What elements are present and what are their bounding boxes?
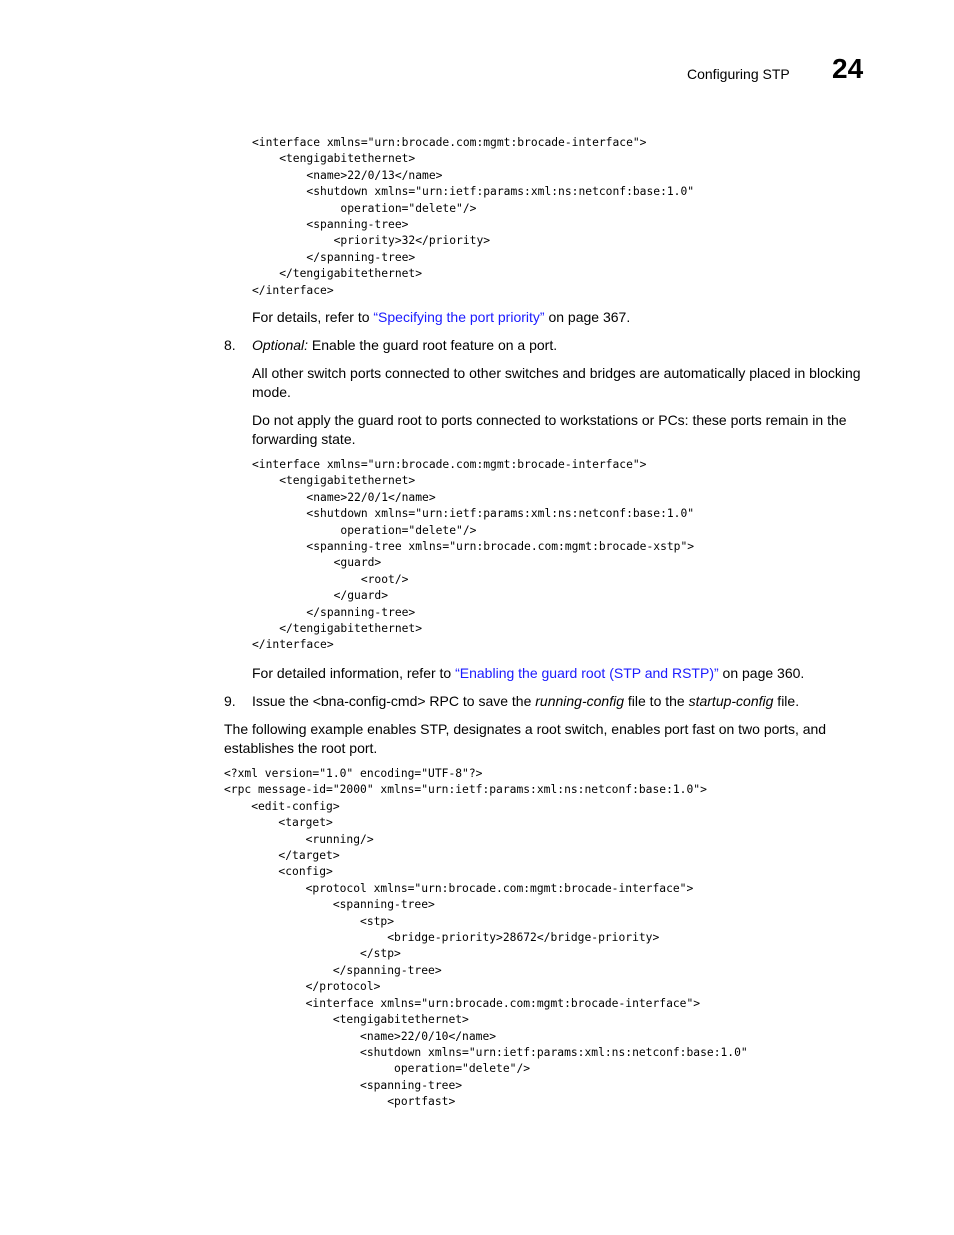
example-paragraph: The following example enables STP, designates a root switch, enables port fast on two ports, and establishes the root port.	[224, 721, 827, 756]
step-9-startup-config: startup-config	[688, 693, 774, 709]
step-8-number: 8.	[224, 337, 236, 353]
detailed-paragraph	[252, 664, 877, 683]
guard-root-link[interactable]: “Enabling the guard root (STP and RSTP)”	[455, 665, 719, 681]
step-9-part2: file to the	[624, 693, 689, 709]
step-8-emphasis: Optional:	[252, 337, 309, 353]
detailed-suffix: on page 360.	[718, 665, 805, 681]
port-priority-link[interactable]: “Specifying the port priority”	[373, 309, 545, 325]
step-9-running-config: running-config	[535, 693, 624, 709]
step-9-number: 9.	[224, 693, 236, 709]
chapter-number: 24	[832, 53, 864, 84]
step-8-text	[252, 336, 872, 355]
chapter-title: Configuring STP	[687, 66, 790, 82]
details-prefix: For details, refer to	[252, 309, 374, 325]
code-block-guard-root: <interface xmlns="urn:brocade.com:mgmt:brocade-interface"> <tengigabitethernet> <name>22/0/1</name> <shutdown xmlns="urn:ietf:params:xml:ns:netconf:base:1.0" operation="delete"/> <spanning-tree xmlns="urn:brocade.com:mgmt:brocade-xstp"> <guard> <root/> </guard> </spanning-tree> </tengigabitethernet> </interface>	[252, 458, 695, 652]
step-9-part1: Issue the <bna-config-cmd> RPC to save the	[252, 693, 536, 709]
code-block-example: <?xml version="1.0" encoding="UTF-8"?> <rpc message-id="2000" xmlns="urn:ietf:params:xml:ns:netconf:base:1.0"> <edit-config> <target> <running/> </target> <config> <protocol xmlns="urn:brocade.com:mgmt:brocade-interface"> <spanning-tree> <stp> <bridge-priority>28672</bridge-priority> </stp> </spanning-tree> </protocol> <interface xmlns="urn:brocade.com:mgmt:brocade-interface"> <tengigabitethernet> <name>22/0/10</name> <shutdown xmlns="urn:ietf:params:xml:ns:netconf:base:1.0" operation="delete"/> <spanning-tree> <portfast>	[224, 767, 748, 1109]
blocking-paragraph: All other switch ports connected to other switches and bridges are automatically placed in blocking mode.	[252, 365, 861, 400]
step-9-text	[252, 692, 877, 711]
details-paragraph	[252, 308, 872, 327]
workstations-paragraph: Do not apply the guard root to ports connected to workstations or PCs: these ports remain in the forwarding state.	[252, 412, 847, 447]
step-8-body: Enable the guard root feature on a port.	[308, 337, 558, 353]
details-suffix: on page 367.	[544, 309, 631, 325]
step-9-part3: file.	[773, 693, 800, 709]
detailed-prefix: For detailed information, refer to	[252, 665, 456, 681]
code-block-priority: <interface xmlns="urn:brocade.com:mgmt:brocade-interface"> <tengigabitethernet> <name>22/0/13</name> <shutdown xmlns="urn:ietf:params:xml:ns:netconf:base:1.0" operation="delete"/> <spanning-tree> <priority>32</priority> </spanning-tree> </tengigabitethernet> </interface>	[252, 136, 695, 297]
